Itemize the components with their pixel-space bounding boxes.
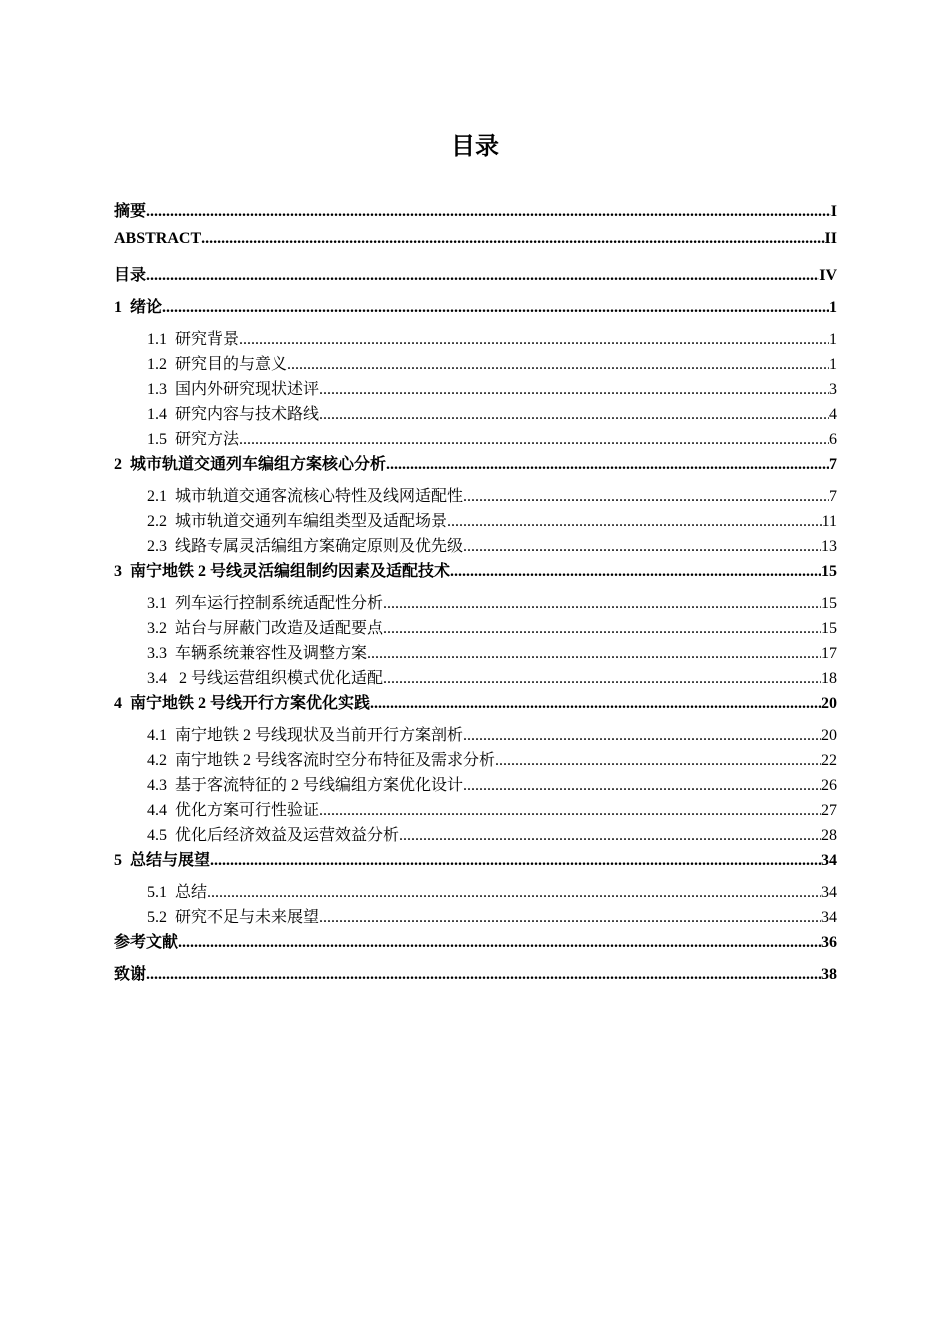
toc-chapter-entry[interactable] <box>114 262 837 294</box>
toc-page-number: 34 <box>821 852 837 869</box>
dot-leader <box>463 727 821 745</box>
toc-section-entry[interactable] <box>114 508 837 533</box>
toc-page-number: 6 <box>829 431 837 448</box>
dot-leader <box>463 538 821 556</box>
toc-section-entry[interactable] <box>114 326 837 351</box>
toc-entry-label <box>147 640 367 663</box>
toc-entry-title: 优化后经济效益及运营效益分析 <box>175 827 400 844</box>
toc-entry-title: 城市轨道交通列车编组类型及适配场景 <box>175 513 448 530</box>
toc-entry-number: 3.3 <box>147 645 167 662</box>
toc-entry-number: 1.1 <box>147 331 167 348</box>
dot-leader <box>210 852 821 870</box>
toc-entry-number: 4.1 <box>147 727 167 744</box>
toc-section-entry[interactable] <box>114 904 837 929</box>
toc-page-number: 20 <box>821 695 837 712</box>
dot-leader <box>319 909 821 927</box>
toc-entry-title: 站台与屏蔽门改造及适配要点 <box>175 620 384 637</box>
toc-section-entry[interactable] <box>114 590 837 615</box>
toc-page-number: 4 <box>829 406 837 423</box>
toc-entry-label <box>114 451 386 474</box>
toc-entry-title: 目录 <box>114 267 147 284</box>
toc-chapter-entry[interactable] <box>114 558 837 590</box>
toc-entry-title: 线路专属灵活编组方案确定原则及优先级 <box>175 538 464 555</box>
toc-chapter-entry[interactable] <box>114 690 837 722</box>
toc-page-number: II <box>824 230 837 247</box>
toc-section-entry[interactable] <box>114 351 837 376</box>
dot-leader <box>178 934 821 952</box>
toc-entry-number: 1 <box>114 299 122 316</box>
toc-section-entry[interactable] <box>114 640 837 665</box>
toc-entry-label <box>147 747 495 770</box>
toc-entry-number: 2.2 <box>147 513 167 530</box>
toc-entry-number: 4.2 <box>147 752 167 769</box>
dot-leader <box>367 645 821 663</box>
dot-leader <box>239 331 829 349</box>
toc-entry-number: 1.2 <box>147 356 167 373</box>
toc-entry-title: 列车运行控制系统适配性分析 <box>175 595 384 612</box>
dot-leader <box>383 620 821 638</box>
toc-entry-title: 参考文献 <box>114 934 179 951</box>
dot-leader <box>201 230 824 248</box>
toc-chapter-entry[interactable] <box>114 451 837 483</box>
toc-page-number: 1 <box>829 331 837 348</box>
toc-chapter-entry[interactable] <box>114 230 837 262</box>
toc-entry-label <box>147 665 383 688</box>
toc-page-number: 36 <box>821 934 837 951</box>
toc-entry-title: 南宁地铁 2 号线灵活编组制约因素及适配技术 <box>130 563 451 580</box>
toc-page-number: 1 <box>829 299 837 316</box>
toc-section-entry[interactable] <box>114 879 837 904</box>
toc-entry-label <box>147 351 287 374</box>
dot-leader <box>287 356 829 374</box>
toc-entry-title: 致谢 <box>114 966 147 983</box>
toc-page-number: 1 <box>829 356 837 373</box>
toc-entry-title: 南宁地铁 2 号线客流时空分布特征及需求分析 <box>175 752 496 769</box>
toc-entry-title: 城市轨道交通列车编组方案核心分析 <box>130 456 387 473</box>
toc-entry-title: 研究内容与技术路线 <box>175 406 320 423</box>
toc-entry-number: 4.5 <box>147 827 167 844</box>
toc-entry-title: ABSTRACT <box>114 230 202 247</box>
dot-leader <box>319 406 829 424</box>
dot-leader <box>370 695 821 713</box>
toc-entry-label <box>147 797 319 820</box>
toc-page-number: 15 <box>821 595 837 612</box>
toc-entry-title: 2 号线运营组织模式优化适配 <box>175 670 384 687</box>
toc-entry-title: 研究背景 <box>175 331 240 348</box>
toc-entry-label <box>147 533 463 556</box>
dot-leader <box>146 267 819 285</box>
toc-entry-title: 城市轨道交通客流核心特性及线网适配性 <box>175 488 464 505</box>
toc-entry-label <box>147 879 207 902</box>
toc-section-entry[interactable] <box>114 665 837 690</box>
toc-page-number: 13 <box>821 538 837 555</box>
toc-entry-number: 1.3 <box>147 381 167 398</box>
toc-entry-number: 5.2 <box>147 909 167 926</box>
dot-leader <box>399 827 821 845</box>
toc-entry-label <box>147 590 383 613</box>
toc-entry-number: 4 <box>114 695 122 712</box>
toc-entry-label <box>114 558 450 581</box>
toc-entry-label <box>114 961 146 984</box>
toc-page-number: 20 <box>821 727 837 744</box>
toc-entry-label <box>147 904 319 927</box>
toc-page-number: 34 <box>821 909 837 926</box>
toc-section-entry[interactable] <box>114 722 837 747</box>
dot-leader <box>319 381 829 399</box>
dot-leader <box>207 884 821 902</box>
toc-page-number: 7 <box>829 456 837 473</box>
toc-entry-number: 5 <box>114 852 122 869</box>
toc-entry-number: 4.4 <box>147 802 167 819</box>
dot-leader <box>447 513 822 531</box>
toc-entry-label <box>147 615 383 638</box>
toc-entry-label <box>147 508 447 531</box>
toc-section-entry[interactable] <box>114 797 837 822</box>
toc-entry-number: 3.1 <box>147 595 167 612</box>
toc-entry-number: 1.5 <box>147 431 167 448</box>
toc-page-number: 28 <box>821 827 837 844</box>
toc-entry-title: 总结与展望 <box>130 852 211 869</box>
toc-entry-label <box>147 822 399 845</box>
toc-entry-label <box>147 483 463 506</box>
toc-page-number: 15 <box>821 563 837 580</box>
toc-entry-title: 南宁地铁 2 号线开行方案优化实践 <box>130 695 371 712</box>
toc-entry-number: 5.1 <box>147 884 167 901</box>
toc-section-entry[interactable] <box>114 401 837 426</box>
dot-leader <box>383 595 821 613</box>
toc-entry-label <box>114 230 201 248</box>
toc-page-number: 11 <box>821 513 837 530</box>
toc-entry-title: 车辆系统兼容性及调整方案 <box>175 645 368 662</box>
toc-section-entry[interactable] <box>114 822 837 847</box>
toc-entry-number: 1.4 <box>147 406 167 423</box>
toc-section-entry[interactable] <box>114 747 837 772</box>
toc-entry-label <box>114 294 162 317</box>
toc-chapter-entry[interactable] <box>114 294 837 326</box>
toc-entry-title: 研究方法 <box>175 431 240 448</box>
toc-entry-title: 总结 <box>175 884 208 901</box>
dot-leader <box>495 752 821 770</box>
toc-section-entry[interactable] <box>114 376 837 401</box>
toc-section-entry[interactable] <box>114 426 837 451</box>
toc-entry-label <box>114 847 210 870</box>
toc-entry-number: 2.3 <box>147 538 167 555</box>
toc-entry-title: 国内外研究现状述评 <box>175 381 320 398</box>
toc-entry-number: 3.2 <box>147 620 167 637</box>
toc-section-entry[interactable] <box>114 772 837 797</box>
toc-entry-title: 绪论 <box>130 299 163 316</box>
dot-leader <box>239 431 829 449</box>
toc-entry-number: 2.1 <box>147 488 167 505</box>
toc-page-number: 26 <box>821 777 837 794</box>
dot-leader <box>463 488 829 506</box>
toc-section-entry[interactable] <box>114 533 837 558</box>
toc-entry-number: 3.4 <box>147 670 167 687</box>
dot-leader <box>383 670 821 688</box>
toc-entry-label <box>147 401 319 424</box>
toc-section-entry[interactable] <box>114 483 837 508</box>
toc-entry-label <box>147 722 463 745</box>
toc-page-number: 7 <box>829 488 837 505</box>
toc-page-number: 18 <box>821 670 837 687</box>
toc-chapter-entry[interactable] <box>114 961 837 993</box>
toc-entry-label <box>147 772 463 795</box>
toc-entry-label <box>114 929 178 952</box>
toc-entry-title: 优化方案可行性验证 <box>175 802 320 819</box>
toc-entry-title: 摘要 <box>114 203 147 220</box>
dot-leader <box>386 456 829 474</box>
toc-page-number: IV <box>819 267 837 284</box>
toc-entry-title: 南宁地铁 2 号线现状及当前开行方案剖析 <box>175 727 464 744</box>
dot-leader <box>319 802 821 820</box>
toc-entry-number: 4.3 <box>147 777 167 794</box>
toc-page-number: 27 <box>821 802 837 819</box>
toc-page-number: 17 <box>821 645 837 662</box>
toc-entry-label <box>147 326 239 349</box>
toc-entry-title: 研究不足与未来展望 <box>175 909 320 926</box>
toc-page-number: 3 <box>829 381 837 398</box>
toc-entry-title: 基于客流特征的 2 号线编组方案优化设计 <box>175 777 464 794</box>
toc-entry-label <box>147 426 239 449</box>
toc-page-number: 38 <box>821 966 837 983</box>
toc-section-entry[interactable] <box>114 615 837 640</box>
dot-leader <box>146 203 831 221</box>
toc-page-number: I <box>830 203 837 220</box>
dot-leader <box>146 966 821 984</box>
dot-leader <box>162 299 829 317</box>
toc-chapter-entry[interactable] <box>114 847 837 879</box>
toc-entry-number: 2 <box>114 456 122 473</box>
dot-leader <box>450 563 821 581</box>
toc-entry-title: 研究目的与意义 <box>175 356 288 373</box>
toc-entry-label <box>114 262 146 285</box>
toc-entry-number: 3 <box>114 563 122 580</box>
toc-chapter-entry[interactable] <box>114 198 837 230</box>
toc-page-number: 22 <box>821 752 837 769</box>
page-title: 目录 <box>451 132 499 160</box>
toc-entry-label <box>114 690 370 713</box>
toc-entry-label <box>114 198 146 221</box>
table-of-contents <box>114 198 837 993</box>
toc-entry-label <box>147 376 319 399</box>
dot-leader <box>463 777 821 795</box>
toc-page-number: 34 <box>821 884 837 901</box>
toc-chapter-entry[interactable] <box>114 929 837 961</box>
toc-page-number: 15 <box>821 620 837 637</box>
